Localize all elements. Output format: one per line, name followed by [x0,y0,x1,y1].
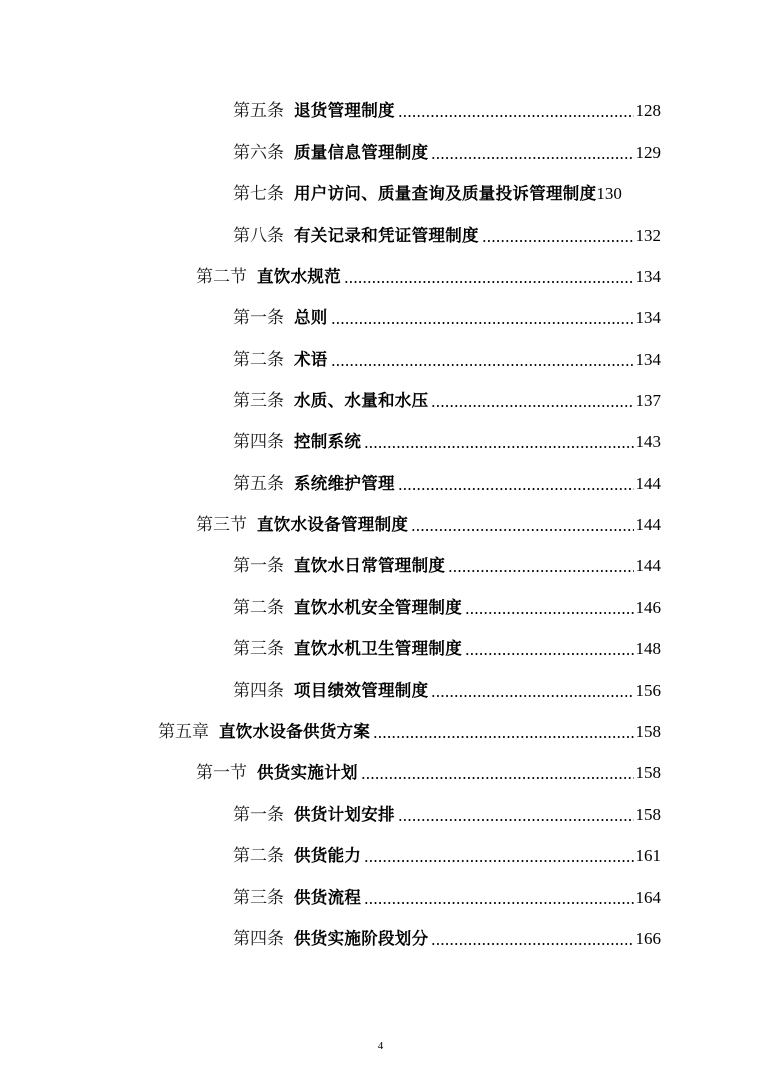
toc-entry-title: 直饮水机卫生管理制度 [294,639,462,658]
toc-entry-number: 第一条 [233,308,284,328]
toc-entry-number: 第五章 [158,722,209,742]
toc-entry-title: 直饮水设备管理制度 [257,515,409,534]
toc-entry[interactable] [233,800,661,826]
toc-entry-number: 第一条 [233,805,284,825]
toc-dot-leader [361,777,634,779]
toc-entry-title: 供货流程 [294,888,362,907]
toc-dot-leader [431,943,633,945]
toc-dot-leader [331,322,634,324]
toc-entry-page: 134 [635,308,661,327]
toc-entry-page: 164 [635,888,661,907]
toc-entry[interactable] [233,221,661,247]
toc-entry-number: 第一节 [196,763,247,783]
toc-entry[interactable] [233,469,661,495]
toc-entry-title: 供货实施计划 [257,763,358,782]
toc-entry-title: 用户访问、质量查询及质量投诉管理制度 [294,184,597,203]
toc-entry-title: 质量信息管理制度 [294,143,429,162]
toc-entry-title: 术语 [294,350,328,369]
toc-entry[interactable] [233,345,661,371]
toc-entry-number: 第三节 [196,515,247,535]
toc-dot-leader [364,902,633,904]
toc-entry-number: 第五条 [233,101,284,121]
toc-entry[interactable] [233,138,661,164]
toc-entry-page: 132 [635,226,661,245]
toc-entry-page: 166 [635,929,661,948]
toc-dot-leader [364,860,633,862]
toc-entry[interactable] [233,841,661,867]
toc-entry-page: 148 [635,639,661,658]
toc-entry-title: 水质、水量和水压 [294,391,429,410]
toc-dot-leader [411,529,633,531]
toc-entry-title: 总则 [294,308,328,327]
toc-entry[interactable] [196,510,661,536]
toc-entry-number: 第三条 [233,391,284,411]
toc-entry[interactable] [233,551,661,577]
toc-dot-leader [431,695,633,697]
toc-dot-leader [398,819,634,821]
toc-entry-page: 144 [635,515,661,534]
toc-entry-number: 第二节 [196,267,247,287]
toc-entry-page: 134 [635,350,661,369]
toc-entry-number: 第六条 [233,143,284,163]
toc-dot-leader [373,736,633,738]
toc-entry-number: 第三条 [233,888,284,908]
toc-entry-page: 158 [635,722,661,741]
toc-entry-page: 128 [635,101,661,120]
toc-entry-page: 130 [596,184,622,203]
toc-entry-title: 供货计划安排 [294,805,395,824]
toc-dot-leader [465,653,634,655]
toc-dot-leader [331,364,634,366]
toc-entry-title: 直饮水规范 [257,267,341,286]
toc-entry[interactable] [233,924,661,950]
toc-entry[interactable] [233,593,661,619]
toc-entry-number: 第四条 [233,929,284,949]
toc-entry[interactable] [233,96,661,122]
toc-entry-number: 第八条 [233,226,284,246]
toc-entry-page: 134 [635,267,661,286]
toc-entry-number: 第五条 [233,474,284,494]
toc-entry-page: 161 [635,846,661,865]
toc-entry-number: 第四条 [233,681,284,701]
toc-entry-title: 供货能力 [294,846,362,865]
toc-entry-title: 控制系统 [294,432,362,451]
toc-entry-page: 129 [635,143,661,162]
toc-entry-page: 158 [635,805,661,824]
toc-entry-page: 144 [635,556,661,575]
toc-dot-leader [431,405,633,407]
toc-entry-title: 退货管理制度 [294,101,395,120]
toc-entry-title: 系统维护管理 [294,474,395,493]
toc-entry-page: 158 [635,763,661,782]
toc-dot-leader [448,570,633,572]
toc-entry-page: 146 [635,598,661,617]
toc-entry[interactable] [233,386,661,412]
toc-entry-number: 第二条 [233,350,284,370]
toc-dot-leader [465,612,634,614]
toc-dot-leader [431,157,633,159]
toc-entry[interactable] [233,179,666,205]
toc-entry-title: 直饮水日常管理制度 [294,556,446,575]
toc-entry-title: 直饮水机安全管理制度 [294,598,462,617]
toc-dot-leader [482,240,634,242]
toc-entry-number: 第二条 [233,846,284,866]
toc-entry-page: 144 [635,474,661,493]
toc-entry[interactable] [233,634,661,660]
toc-entry-number: 第二条 [233,598,284,618]
toc-entry-title: 直饮水设备供货方案 [219,722,371,741]
toc-dot-leader [398,488,634,490]
toc-entry[interactable] [233,427,661,453]
toc-entry-page: 156 [635,681,661,700]
toc-entry-number: 第三条 [233,639,284,659]
toc-entry[interactable] [196,758,661,784]
toc-entry[interactable] [233,883,661,909]
toc-dot-leader [344,281,634,283]
toc-entry[interactable] [158,717,661,743]
page-number: 4 [377,1040,384,1052]
toc-entry[interactable] [233,303,661,329]
toc-entry-page: 143 [635,432,661,451]
toc-entry-number: 第七条 [233,184,284,204]
toc-entry-number: 第一条 [233,556,284,576]
toc-entry[interactable] [233,676,661,702]
toc-dot-leader [364,446,633,448]
toc-entry-title: 供货实施阶段划分 [294,929,429,948]
toc-entry-title: 有关记录和凭证管理制度 [294,226,479,245]
toc-dot-leader [398,115,634,117]
toc-entry-number: 第四条 [233,432,284,452]
toc-entry[interactable] [196,262,661,288]
toc-entry-page: 137 [635,391,661,410]
toc-entry-title: 项目绩效管理制度 [294,681,429,700]
